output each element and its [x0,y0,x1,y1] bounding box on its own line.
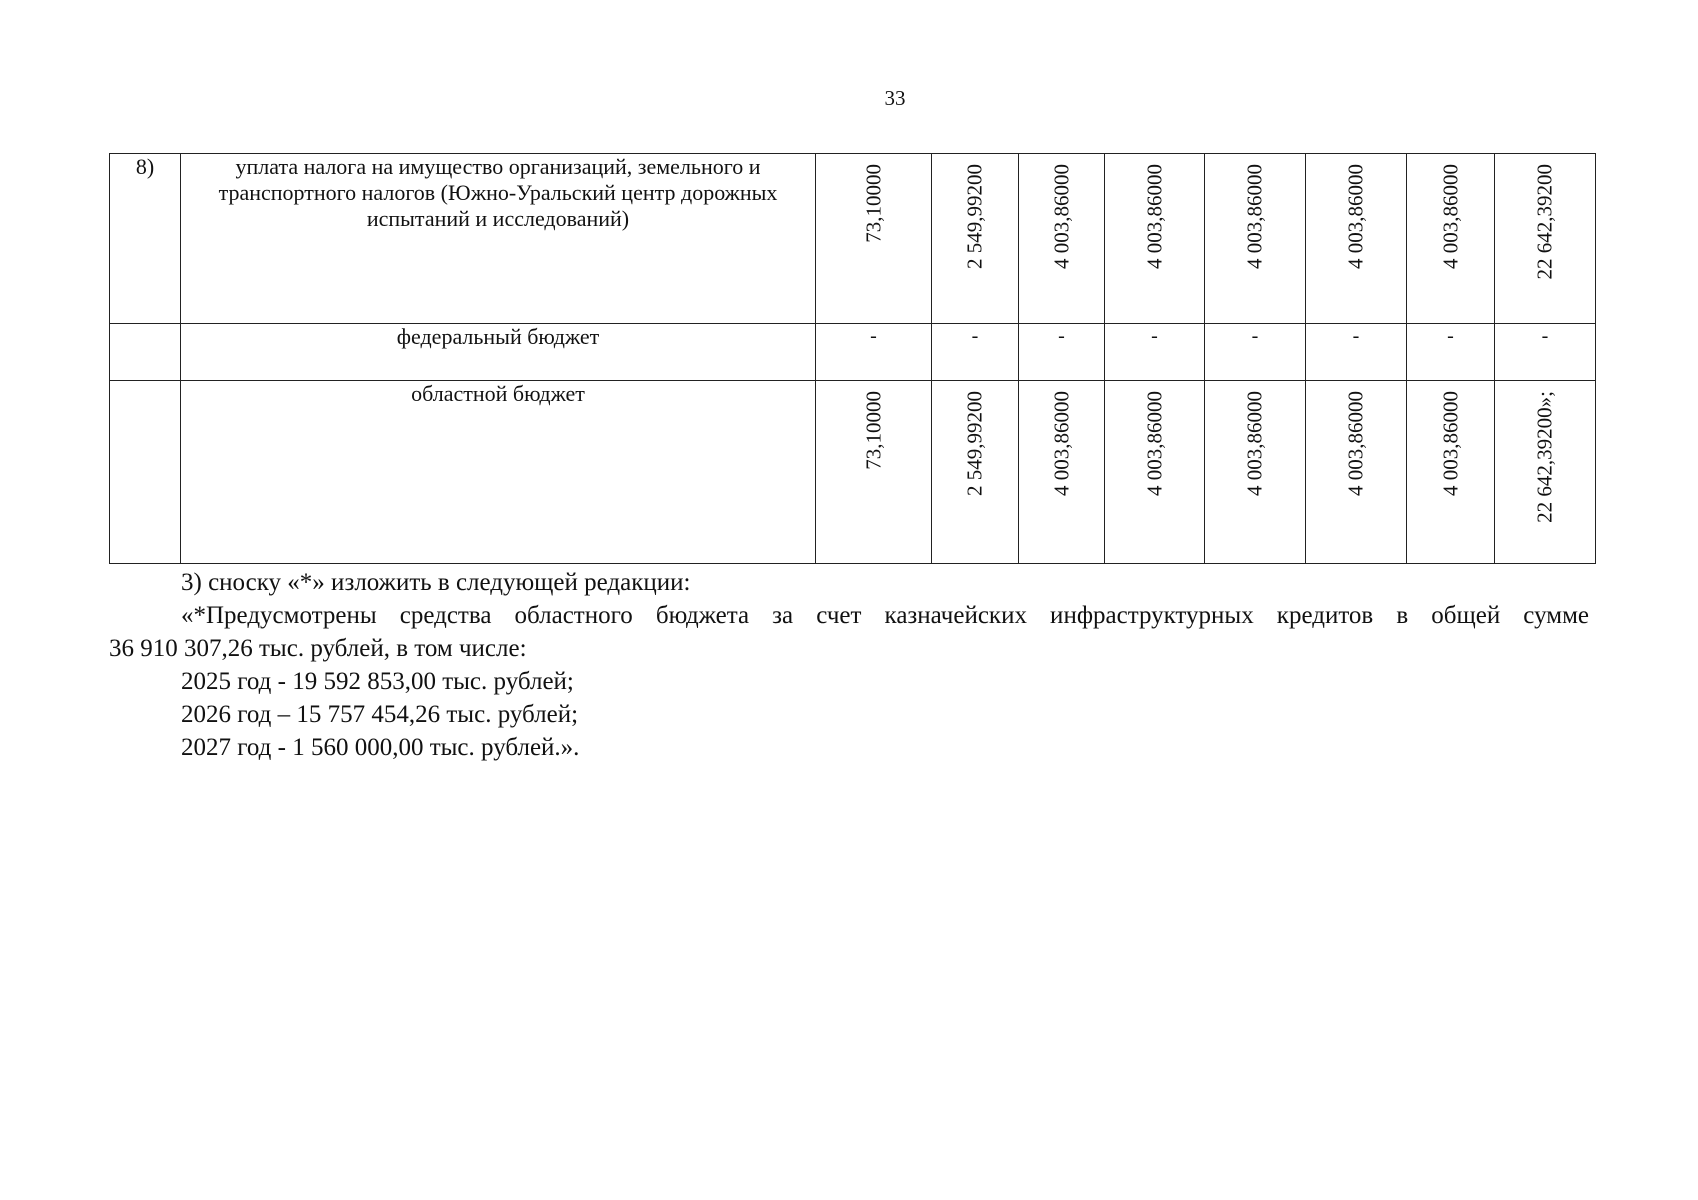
paragraph: «*Предусмотрены средства областного бюджета за счет казначейских инфраструктурных кредитов в общей сумме [181,602,1589,629]
value-cell [1306,324,1407,381]
paragraph: 3) сноску «*» изложить в следующей редакции: [181,569,691,596]
value-text: - [1058,325,1065,347]
value-cell [1105,324,1205,381]
value-text: 4 003,86000 [1343,164,1368,269]
value-text: 4 003,86000 [1438,391,1462,496]
value-text: 4 003,86000 [1049,391,1073,496]
value-text: 4 003,86000 [1142,391,1166,496]
value-text: 73,10000 [861,164,885,243]
value-cell [932,324,1019,381]
table-row [110,381,1596,564]
value-text: 4 003,86000 [1438,164,1462,269]
value-cell [932,154,1019,324]
value-cell [1306,154,1407,324]
value-text: 4 003,86000 [1049,164,1073,269]
value-text: 4 003,86000 [1343,391,1368,496]
value-text: - [1151,325,1158,347]
value-text: 2 549,99200 [962,164,987,269]
value-cell [1205,324,1306,381]
value-text: - [1251,325,1259,347]
value-cell [1105,154,1205,324]
value-text: - [1447,325,1454,347]
value-text: 4 003,86000 [1242,391,1267,496]
value-cell [1407,381,1495,564]
footnote-text [109,566,1589,764]
value-cell [816,381,932,564]
value-text: - [971,325,979,347]
value-cell [1205,154,1306,324]
table-row [110,154,1596,324]
value-cell [1019,324,1105,381]
table-row [110,324,1596,381]
row-description: уплата налога на имущество организаций, земельного и транспортного налогов (Южно-Уральский центр дорожных испытаний и исследований) [181,154,816,324]
value-cell [1495,154,1596,324]
paragraph: 2026 год – 15 757 454,26 тыс. рублей; [181,701,579,728]
value-cell [1495,381,1596,564]
row-number [110,324,181,381]
value-cell [1105,381,1205,564]
value-cell [1407,154,1495,324]
value-text: 22 642,39200»; [1532,391,1557,523]
paragraph: 2027 год - 1 560 000,00 тыс. рублей.». [181,734,580,761]
value-cell [1306,381,1407,564]
value-text: 22 642,39200 [1532,164,1557,280]
value-text: - [1541,325,1549,347]
value-text: 4 003,86000 [1242,164,1267,269]
row-number: 8) [110,154,181,324]
value-cell [1407,324,1495,381]
value-cell [1495,324,1596,381]
value-text: - [1352,325,1360,347]
row-description: федеральный бюджет [181,324,816,381]
value-cell [1019,154,1105,324]
value-cell [1205,381,1306,564]
value-cell [816,154,932,324]
value-cell [932,381,1019,564]
value-text: 73,10000 [861,391,885,470]
row-description: областной бюджет [181,381,816,564]
value-cell [1019,381,1105,564]
value-text: 4 003,86000 [1142,164,1166,269]
value-text: - [870,325,877,347]
row-number [110,381,181,564]
budget-table [109,153,1596,564]
value-cell [816,324,932,381]
paragraph: 36 910 307,26 тыс. рублей, в том числе: [109,635,527,662]
value-text: 2 549,99200 [962,391,987,496]
paragraph: 2025 год - 19 592 853,00 тыс. рублей; [181,668,574,695]
page-number: 33 [884,86,906,110]
